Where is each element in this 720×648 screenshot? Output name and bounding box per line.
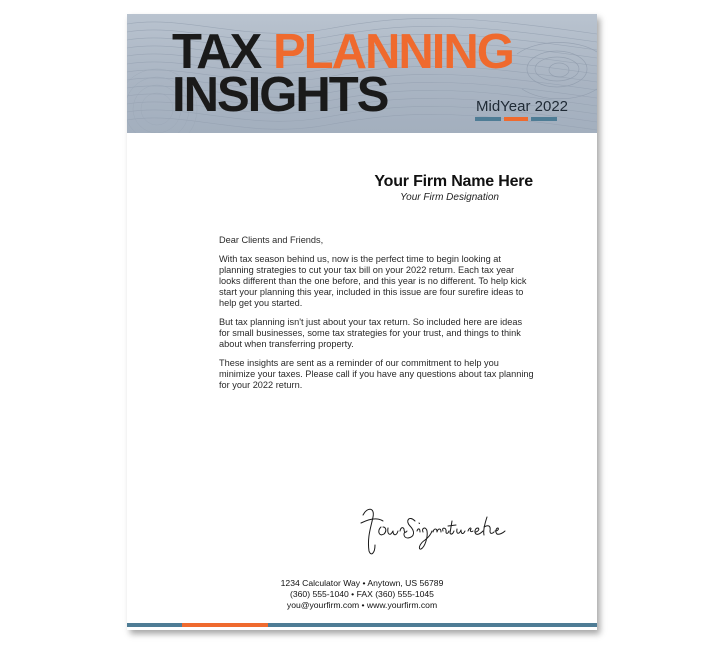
edition-color-bars — [475, 117, 557, 121]
footer-address: 1234 Calculator Way • Anytown, US 56789 — [280, 578, 444, 588]
footer-bar-blue-left — [127, 623, 182, 627]
footer-bar-blue-right — [268, 623, 597, 627]
letter-body — [219, 235, 535, 399]
masthead-banner — [127, 14, 597, 133]
footer-color-bars — [127, 623, 597, 627]
footer-bar-orange — [182, 623, 268, 627]
edition-bar-blue — [475, 117, 501, 121]
contact-footer — [127, 578, 597, 611]
letter-paragraph-3: These insights are sent as a reminder of our commitment to help you minimize your taxes. Please call if you have any questions about tax planning for your 2022 return. — [219, 358, 534, 390]
title-planning: PLANNING — [273, 25, 513, 79]
firm-name: Your Firm Name Here — [374, 173, 533, 190]
edition-bar-orange — [504, 117, 528, 121]
edition-label: MidYear 2022 — [476, 98, 569, 115]
footer-phones: (360) 555-1040 • FAX (360) 555-1045 — [290, 589, 434, 599]
handwritten-signature — [357, 501, 507, 561]
title-insights: INSIGHTS — [172, 68, 388, 122]
salutation: Dear Clients and Friends, — [219, 235, 324, 245]
firm-designation: Your Firm Designation — [400, 192, 499, 203]
letter-paragraph-1: With tax season behind us, now is the perfect time to begin looking at planning strategies to cut your tax bill on your 2022 return. Each tax year looks different than the one before, and this year is no different. To help kick start your planning this year, included in this issue are four surefire ideas to help get you started. — [219, 254, 527, 308]
footer-web: you@yourfirm.com • www.yourfirm.com — [286, 600, 438, 610]
newsletter-page — [127, 14, 597, 630]
title-tax: TAX — [172, 25, 261, 79]
letter-paragraph-2: But tax planning isn't just about your tax return. So included here are ideas for small businesses, some tax strategies for your trust, and things to think about when transferring property. — [219, 317, 523, 349]
edition-bar-blue-2 — [531, 117, 557, 121]
